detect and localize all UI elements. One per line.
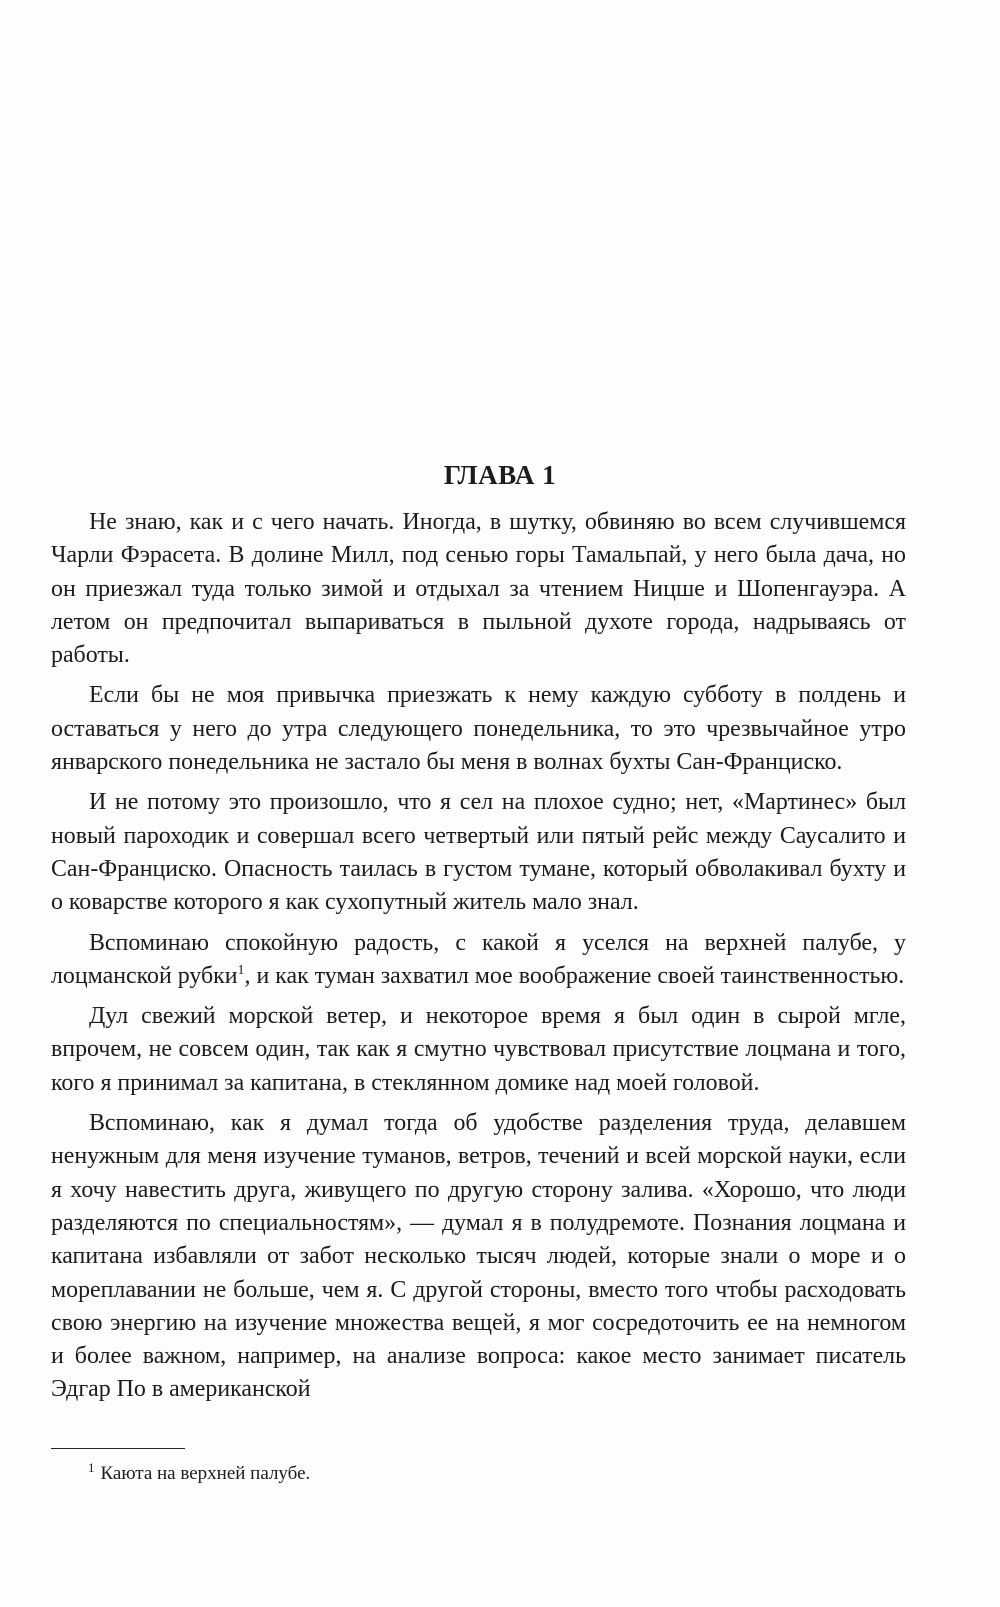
paragraph: И не потому это произошло, что я сел на плохое судно; нет, «Мартинес» был новый пароходик и совершал всего четвертый или пятый рейс между Саусалито и Сан-Франциско. Опасность таилась в густом тумане, который обволакивал бухту и о коварстве которого я как сухопутный житель мало знал. [51,789,906,916]
paragraph: Дул свежий морской ветер, и некоторое время я был один в сырой мгле, впрочем, не совсем один, так как я смутно чувствовал присутствие лоцмана и того, кого я принимал за капитана, в стеклянном домике над моей головой. [51,1003,906,1096]
paragraph: Вспоминаю, как я думал тогда об удобстве разделения труда, делавшем ненужным для меня изучение туманов, ветров, течений и всей морской науки, если я хочу навестить друга, живущего по другую сторону залива. «Хорошо, что люди разделяются по специальностям», — думал я в полудремоте. Познания лоцмана и капитана избавляли от забот несколько тысяч людей, которые знали о море и о мореплавании не больше, чем я. С другой стороны, вместо того чтобы расходовать свою энергию на изучение множества вещей, я мог сосредоточить ее на немногом и более важном, например, на анализе вопроса: какое место занимает писатель Эдгар По в американской [51,1110,906,1403]
paragraph: Если бы не моя привычка приезжать к нему каждую субботу в полдень и оставаться у него до утра следующего понедельника, то это чрезвычайное утро январского понедельника не застало бы меня в волнах бухты Сан-Франциско. [51,682,906,776]
chapter-title: ГЛАВА 1 [443,460,557,490]
footnote-divider [51,1448,185,1449]
paragraph-text: Вспоминаю спокойную радость, с какой я уселся на верхней палубе, у лоцманской рубки [51,929,906,989]
footnote [88,1459,311,1486]
body-text [51,506,906,1414]
footnote-mark: 1 [88,1459,95,1475]
paragraph-text: , и как туман захватил мое воображение своей таинственностью. [244,962,905,989]
paragraph: Не знаю, как и с чего начать. Иногда, в шутку, обвиняю во всем случившемся Чарли Фэрасета. В долине Милл, под сенью горы Тамальпай, у него была дача, но он приезжал туда только зимой и отдыхал за чтением Ницше и Шопенгауэра. А летом он предпочитал выпариваться в пыльной духоте города, надрываясь от работы. [51,509,906,669]
paragraph-with-footnote-ref [51,927,906,994]
footnote-text: Каюта на верхней палубе. [100,1463,311,1484]
footnote-reference: 1 [237,962,245,978]
